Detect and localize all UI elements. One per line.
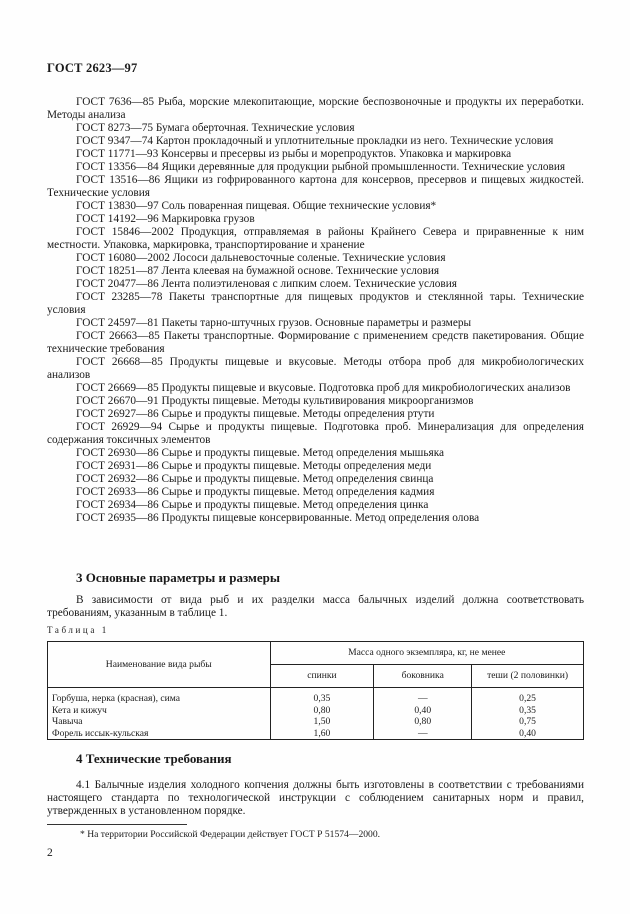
- footnote-divider: [47, 824, 187, 825]
- teshi-cell: 0,75: [472, 716, 584, 728]
- section-4-paragraph: 4.1 Балычные изделия холодного копчения должны быть изготовлены в соответствии с требованиями настоящего стандарта по технологической инструкции с соблюдением санитарных норм и правил, утвержденных в установленном порядке.: [47, 779, 584, 818]
- reference-item: ГОСТ 8273—75 Бумага оберточная. Технические условия: [76, 122, 355, 134]
- spinki-cell: 0,80: [270, 705, 374, 717]
- reference-item: ГОСТ 26932—86 Сырье и продукты пищевые. Метод определения свинца: [76, 473, 434, 485]
- reference-item: ГОСТ 26927—86 Сырье и продукты пищевые. Методы определения ртути: [76, 408, 435, 420]
- fish-name-cell: Горбуша, нерка (красная), сима: [48, 688, 271, 705]
- bokovnik-cell: —: [374, 688, 472, 705]
- reference-item: ГОСТ 26935—86 Продукты пищевые консервированные. Метод определения олова: [76, 512, 480, 524]
- fish-name-cell: Кета и кижуч: [48, 705, 271, 717]
- fish-name-cell: Форель иссык-кульская: [48, 728, 271, 740]
- reference-item: ГОСТ 15846—2002 Продукция, отправляемая в районы Крайнего Севера и приравненные к ним местности. Упаковка, маркировка, транспортирование и хранение: [47, 226, 584, 251]
- spinki-cell: 1,50: [270, 716, 374, 728]
- page-number: 2: [47, 847, 53, 859]
- teshi-cell: 0,40: [472, 728, 584, 740]
- bokovnik-cell: —: [374, 728, 472, 740]
- reference-item: ГОСТ 23285—78 Пакеты транспортные для пищевых продуктов и стеклянной тары. Технические условия: [47, 291, 584, 316]
- reference-item: ГОСТ 9347—74 Картон прокладочный и уплотнительные прокладки из него. Технические условия: [76, 135, 554, 147]
- bokovnik-cell: 0,40: [374, 705, 472, 717]
- table-header-fish-type: Наименование вида рыбы: [48, 642, 271, 688]
- reference-item: ГОСТ 13830—97 Соль поваренная пищевая. Общие технические условия*: [76, 200, 437, 212]
- teshi-cell: 0,25: [472, 688, 584, 705]
- reference-item: ГОСТ 7636—85 Рыба, морские млекопитающие, морские беспозвоночные и продукты их переработки. Методы анализа: [47, 96, 584, 121]
- reference-item: ГОСТ 26929—94 Сырье и продукты пищевые. Подготовка проб. Минерализация для определения содержания токсичных элементов: [47, 421, 584, 446]
- bokovnik-cell: 0,80: [374, 716, 472, 728]
- reference-item: ГОСТ 26663—85 Пакеты транспортные. Формирование с применением средств пакетирования. Общие технические требования: [47, 330, 584, 355]
- table-header-teshi: теши (2 половинки): [472, 665, 584, 688]
- reference-item: ГОСТ 26934—86 Сырье и продукты пищевые. Метод определения цинка: [76, 499, 429, 511]
- reference-item: ГОСТ 26930—86 Сырье и продукты пищевые. Метод определения мышьяка: [76, 447, 445, 459]
- spinki-cell: 1,60: [270, 728, 374, 740]
- reference-item: ГОСТ 26668—85 Продукты пищевые и вкусовые. Методы отбора проб для микробиологических анализов: [47, 356, 584, 381]
- footnote: * На территории Российской Федерации действует ГОСТ Р 51574—2000.: [80, 829, 381, 840]
- reference-item: ГОСТ 18251—87 Лента клеевая на бумажной основе. Технические условия: [76, 265, 440, 277]
- reference-item: ГОСТ 24597—81 Пакеты тарно-штучных грузов. Основные параметры и размеры: [76, 317, 472, 329]
- section-3-heading: 3 Основные параметры и размеры: [76, 570, 281, 585]
- fish-name-cell: Чавыча: [48, 716, 271, 728]
- teshi-cell: 0,35: [472, 705, 584, 717]
- table-caption: Таблица 1: [47, 625, 109, 635]
- reference-item: ГОСТ 26670—91 Продукты пищевые. Методы культивирования микроорганизмов: [76, 395, 474, 407]
- table-row: [48, 705, 584, 717]
- normative-references-list: [47, 96, 584, 525]
- section-3-paragraph: В зависимости от вида рыб и их разделки масса балычных изделий должна соответствовать требованиям, указанным в таблице 1.: [47, 594, 584, 620]
- reference-item: ГОСТ 16080—2002 Лососи дальневосточные соленые. Технические условия: [76, 252, 446, 264]
- reference-item: ГОСТ 14192—96 Маркировка грузов: [76, 213, 255, 225]
- table-header-spinki: спинки: [270, 665, 374, 688]
- reference-item: ГОСТ 20477—86 Лента полиэтиленовая с липким слоем. Технические условия: [76, 278, 457, 290]
- reference-item: ГОСТ 26931—86 Сырье и продукты пищевые. Методы определения меди: [76, 460, 432, 472]
- reference-item: ГОСТ 26933—86 Сырье и продукты пищевые. Метод определения кадмия: [76, 486, 435, 498]
- table-row: [48, 716, 584, 728]
- table-row: [48, 688, 584, 705]
- document-header: ГОСТ 2623—97: [47, 61, 138, 75]
- table-header-mass: Масса одного экземпляра, кг, не менее: [270, 642, 583, 665]
- reference-item: ГОСТ 26669—85 Продукты пищевые и вкусовые. Подготовка проб для микробиологических анализов: [76, 382, 571, 394]
- spinki-cell: 0,35: [270, 688, 374, 705]
- section-4-heading: 4 Технические требования: [76, 751, 232, 766]
- table-row: [48, 728, 584, 740]
- table-header-bokovnik: боковника: [374, 665, 472, 688]
- reference-item: ГОСТ 13516—86 Ящики из гофрированного картона для консервов, пресервов и пищевых жидкостей. Технические условия: [47, 174, 584, 199]
- reference-item: ГОСТ 11771—93 Консервы и пресервы из рыбы и морепродуктов. Упаковка и маркировка: [76, 148, 512, 160]
- reference-item: ГОСТ 13356—84 Ящики деревянные для продукции рыбной промышленности. Технические условия: [76, 161, 566, 173]
- fish-mass-table: [47, 641, 584, 740]
